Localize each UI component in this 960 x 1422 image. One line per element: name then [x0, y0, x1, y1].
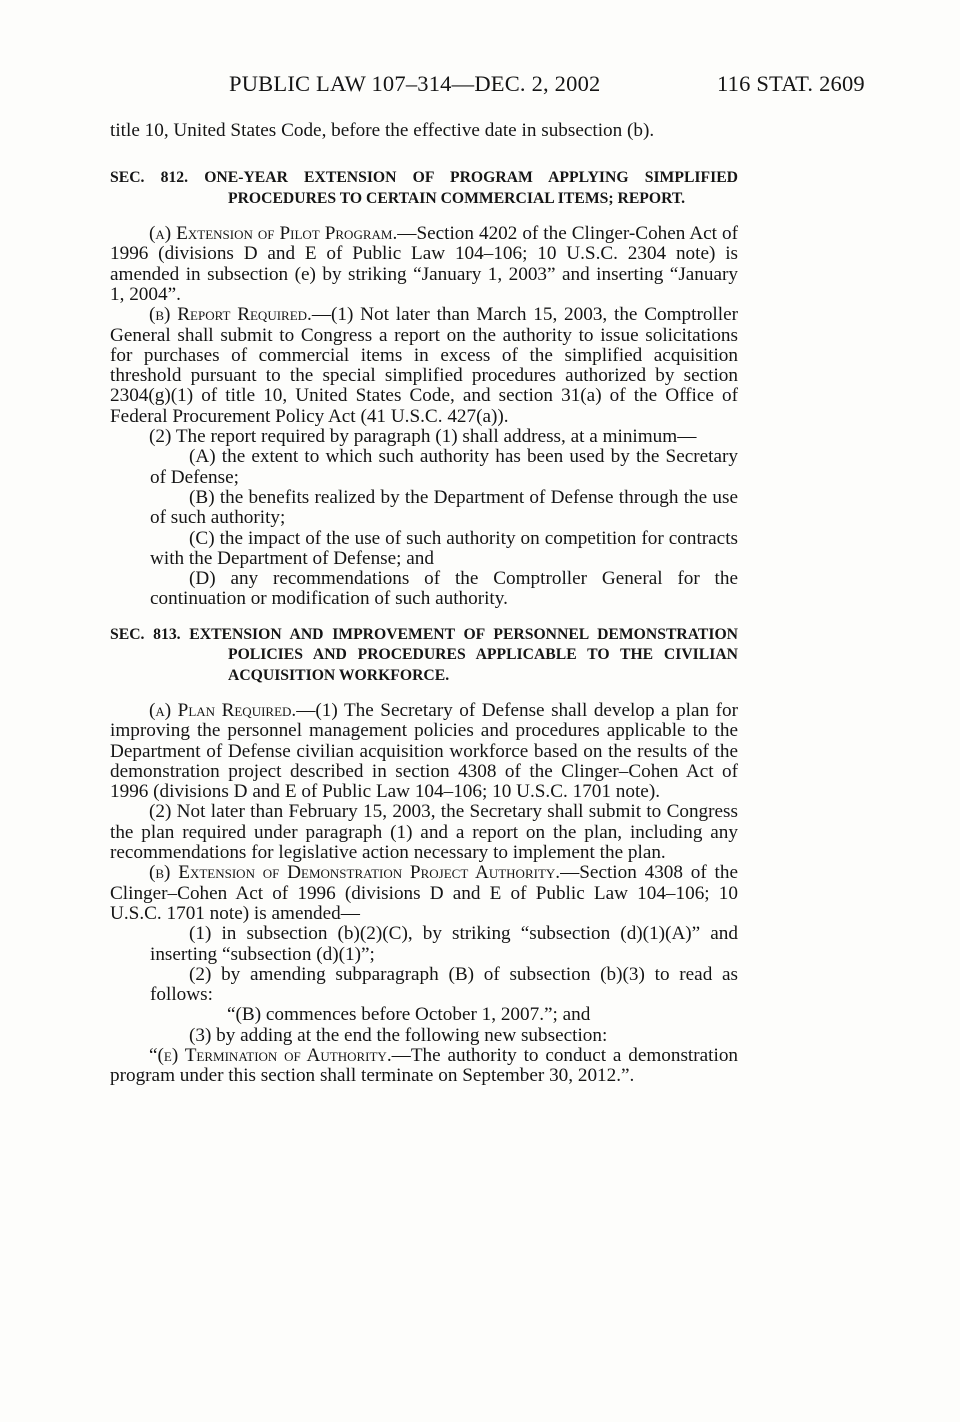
section-812-item-b: (B) the benefits realized by the Department of Defense through the use of such authority; [150, 486, 738, 529]
amendment-2: (2) by amending subparagraph (B) of subsection (b)(3) to read as follows: [150, 963, 738, 1006]
page-body [110, 121, 738, 1087]
section-812-item-d: (D) any recommendations of the Comptroller General for the continuation or modification of such authority. [150, 568, 738, 610]
subsection-text: —Section 4308 of the Clinger–Cohen Act of 1996 (divisions D and E of Public Law 104–106; 10 U.S.C. 1701 note) is amended— [110, 862, 738, 924]
subsection-heading: (b) Extension of Demonstration Project Authority. [149, 862, 561, 884]
amendment-1: (1) in subsection (b)(2)(C), by striking “subsection (d)(1)(A)” and inserting “subsection (d)(1)”; [150, 923, 738, 965]
section-812-paragraph-2: (2) The report required by paragraph (1) shall address, at a minimum— [149, 426, 697, 448]
section-813-subsection-a [110, 701, 738, 802]
intro-paragraph: title 10, United States Code, before the effective date in subsection (b). [110, 120, 655, 141]
section-812-item-c: (C) the impact of the use of such authority on competition for contracts with the Department of Defense; and [150, 527, 738, 569]
running-header-law: PUBLIC LAW 107–314—DEC. 2, 2002 [229, 71, 601, 96]
section-813-paragraph-2: (2) Not later than February 15, 2003, the Secretary shall submit to Congress the plan required under paragraph (1) and a report on the plan, including any recommendations for legislative action necessary to implement the plan. [110, 801, 738, 864]
amendment-2-quoted-text: “(B) commences before October 1, 2007.”; and [227, 1004, 591, 1026]
amendment-3: (3) by adding at the end the following new subsection: [189, 1024, 608, 1046]
subsection-text: —Section 4202 of the Clinger-Cohen Act of 1996 (divisions D and E of Public Law 104–106; 10 U.S.C. 2304 note) is amended in subsection (e) by striking “January 1, 2003” and inserting “January 1, 2004”. [110, 223, 738, 305]
subsection-heading: (a) Extension of Pilot Program. [149, 223, 398, 245]
new-subsection-e [110, 1046, 738, 1087]
subsection-text: —The authority to conduct a demonstration program under this section shall terminate on September 30, 2012.”. [110, 1045, 739, 1087]
section-813-heading: SEC. 813. EXTENSION AND IMPROVEMENT OF PERSONNEL DEMONSTRATION POLICIES AND PROCEDURES APPLICABLE TO THE CIVILIAN ACQUISITION WORKFORCE. [110, 625, 738, 684]
subsection-text: —(1) The Secretary of Defense shall develop a plan for improving the personnel management policies and procedures applicable to the Department of Defense civilian acquisition workforce based on the results of the demonstration project described in section 4308 of the Clinger–Cohen Act of 1996 (divisions D and E of Public Law 104–106; 10 U.S.C. 1701 note). [110, 699, 738, 803]
section-812-item-a: (A) the extent to which such authority has been used by the Secretary of Defense; [150, 446, 738, 488]
section-812-heading: SEC. 812. ONE-YEAR EXTENSION OF PROGRAM APPLYING SIMPLIFIED PROCEDURES TO CERTAIN COMMERCIAL ITEMS; REPORT. [110, 169, 738, 207]
running-header-stat-page: 116 STAT. 2609 [717, 71, 865, 96]
section-812-subsection-b [110, 305, 738, 427]
subsection-heading: (a) Plan Required. [149, 699, 297, 721]
subsection-heading: (b) Report Required. [149, 304, 312, 326]
subsection-heading: “(e) Termination of Authority. [149, 1045, 392, 1067]
section-812-subsection-a [110, 224, 738, 305]
subsection-text: —(1) Not later than March 15, 2003, the Comptroller General shall submit to Congress a report on the authority to issue solicitations for purchases of commercial items in excess of the simplified acquisition threshold pursuant to the special simplified procedures authorized by section 2304(g)(1) of title 10, United States Code, and section 31(a) of the Office of Federal Procurement Policy Act (41 U.S.C. 427(a)). [110, 304, 738, 427]
section-813-subsection-b [110, 863, 738, 924]
